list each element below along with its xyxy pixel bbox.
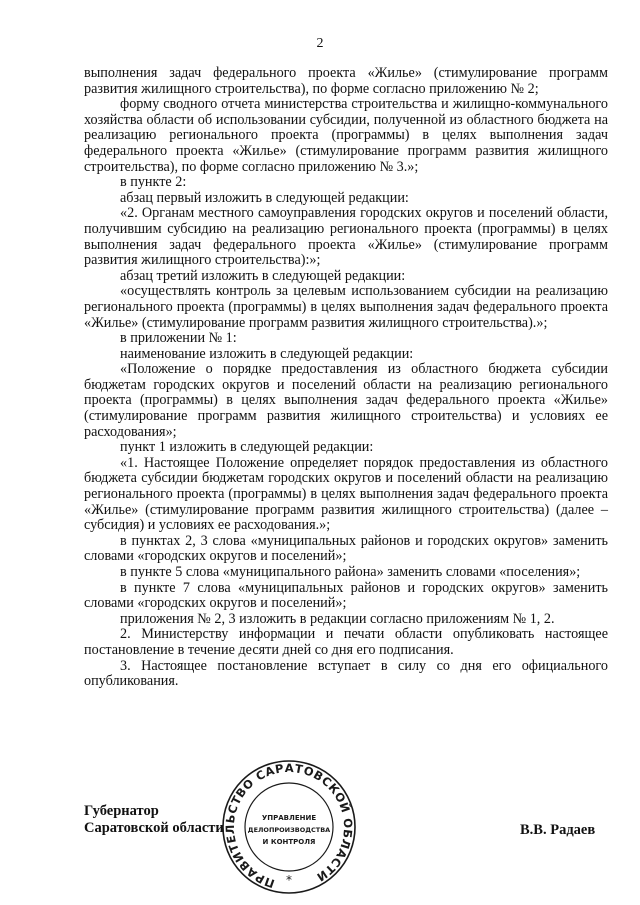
paragraph: абзац третий изложить в следующей редакции: (120, 267, 406, 284)
paragraph: приложения № 2, 3 изложить в редакции согласно приложениям № 1, 2. (120, 610, 555, 627)
paragraph: пункт 1 изложить в следующей редакции: (120, 439, 374, 456)
signer-title-line2: Саратовской области (84, 820, 224, 836)
document-body (84, 66, 608, 690)
paragraph: абзац первый изложить в следующей редакции: (120, 189, 409, 206)
paragraph: 2. Министерству информации и печати области опубликовать настоящее постановление в течение десяти дней со дня его подписания. (84, 626, 608, 658)
official-seal (214, 758, 364, 898)
seal-center-line1: УПРАВЛЕНИЕ (261, 814, 317, 822)
paragraph: «1. Настоящее Положение определяет порядок предоставления из областного бюджета субсидии бюджетам городских округов и поселений области на реализацию регионального проекта (программы) в целях выполнения задач федерального проекта «Жилье» (стимулирование программ развития жилищного строительства) (далее – субсидия) и условиях ее расходования.»; (84, 454, 608, 534)
paragraph: «осуществлять контроль за целевым использованием субсидии на реализацию регионального проекта (программы) в целях выполнения задач федерального проекта «Жилье» (стимулирование программ развития жилищного строительства).»; (84, 283, 608, 331)
signer-name: В.В. Радаев (520, 822, 596, 838)
paragraph: в пункте 2: (120, 174, 187, 191)
paragraph: наименование изложить в следующей редакции: (120, 345, 414, 362)
paragraph: «Положение о порядке предоставления из областного бюджета субсидии бюджетам городских округов и поселений области на реализацию регионального проекта (программы) в целях выполнения задач федерального проекта «Жилье» (стимулирование программ развития жилищного строительства) и условиях ее расходования»; (84, 361, 608, 440)
paragraph: выполнения задач федерального проекта «Жилье» (стимулирование программ развития жилищного строительства), по форме согласно приложению № 2; (84, 65, 608, 97)
paragraph: в пункте 5 слова «муниципального района» заменить словами «поселения»; (120, 564, 581, 580)
paragraph: в пункте 7 слова «муниципальных районов и городских округов» заменить словами «городских округов и поселений»; (84, 579, 608, 612)
page-number: 2 (316, 36, 324, 51)
paragraph: форму сводного отчета министерства строительства и жилищно-коммунального хозяйства области об использовании субсидии, полученной из областного бюджета на реализацию регионального проекта (программы) в целях выполнения задач федерального проекта «Жилье» (стимулирование программ развития жилищного строительства), по форме согласно приложению № 3.»; (84, 96, 608, 175)
seal-star: * (286, 873, 292, 887)
paragraph: в приложении № 1: (120, 330, 237, 347)
paragraph: «2. Органам местного самоуправления городских округов и поселений области, получившим субсидию на реализацию регионального проекта (программы) в целях выполнения задач федерального проекта «Жилье» (стимулирование программ развития жилищного строительства):»; (84, 205, 608, 269)
seal-center-line3: И КОНТРОЛЯ (262, 838, 316, 846)
paragraph: в пунктах 2, 3 слова «муниципальных районов и городских округов» заменить словами «городских округов и поселений»; (84, 532, 608, 565)
signer-title-line1: Губернатор (84, 803, 159, 819)
signer-title (84, 803, 224, 837)
seal-center-line2: ДЕЛОПРОИЗВОДСТВА (247, 826, 331, 834)
paragraph: 3. Настоящее постановление вступает в силу со дня его официального опубликования. (84, 657, 608, 690)
seal-ring-text: ПРАВИТЕЛЬСТВО САРАТОВСКОЙ ОБЛАСТИ (222, 760, 356, 891)
